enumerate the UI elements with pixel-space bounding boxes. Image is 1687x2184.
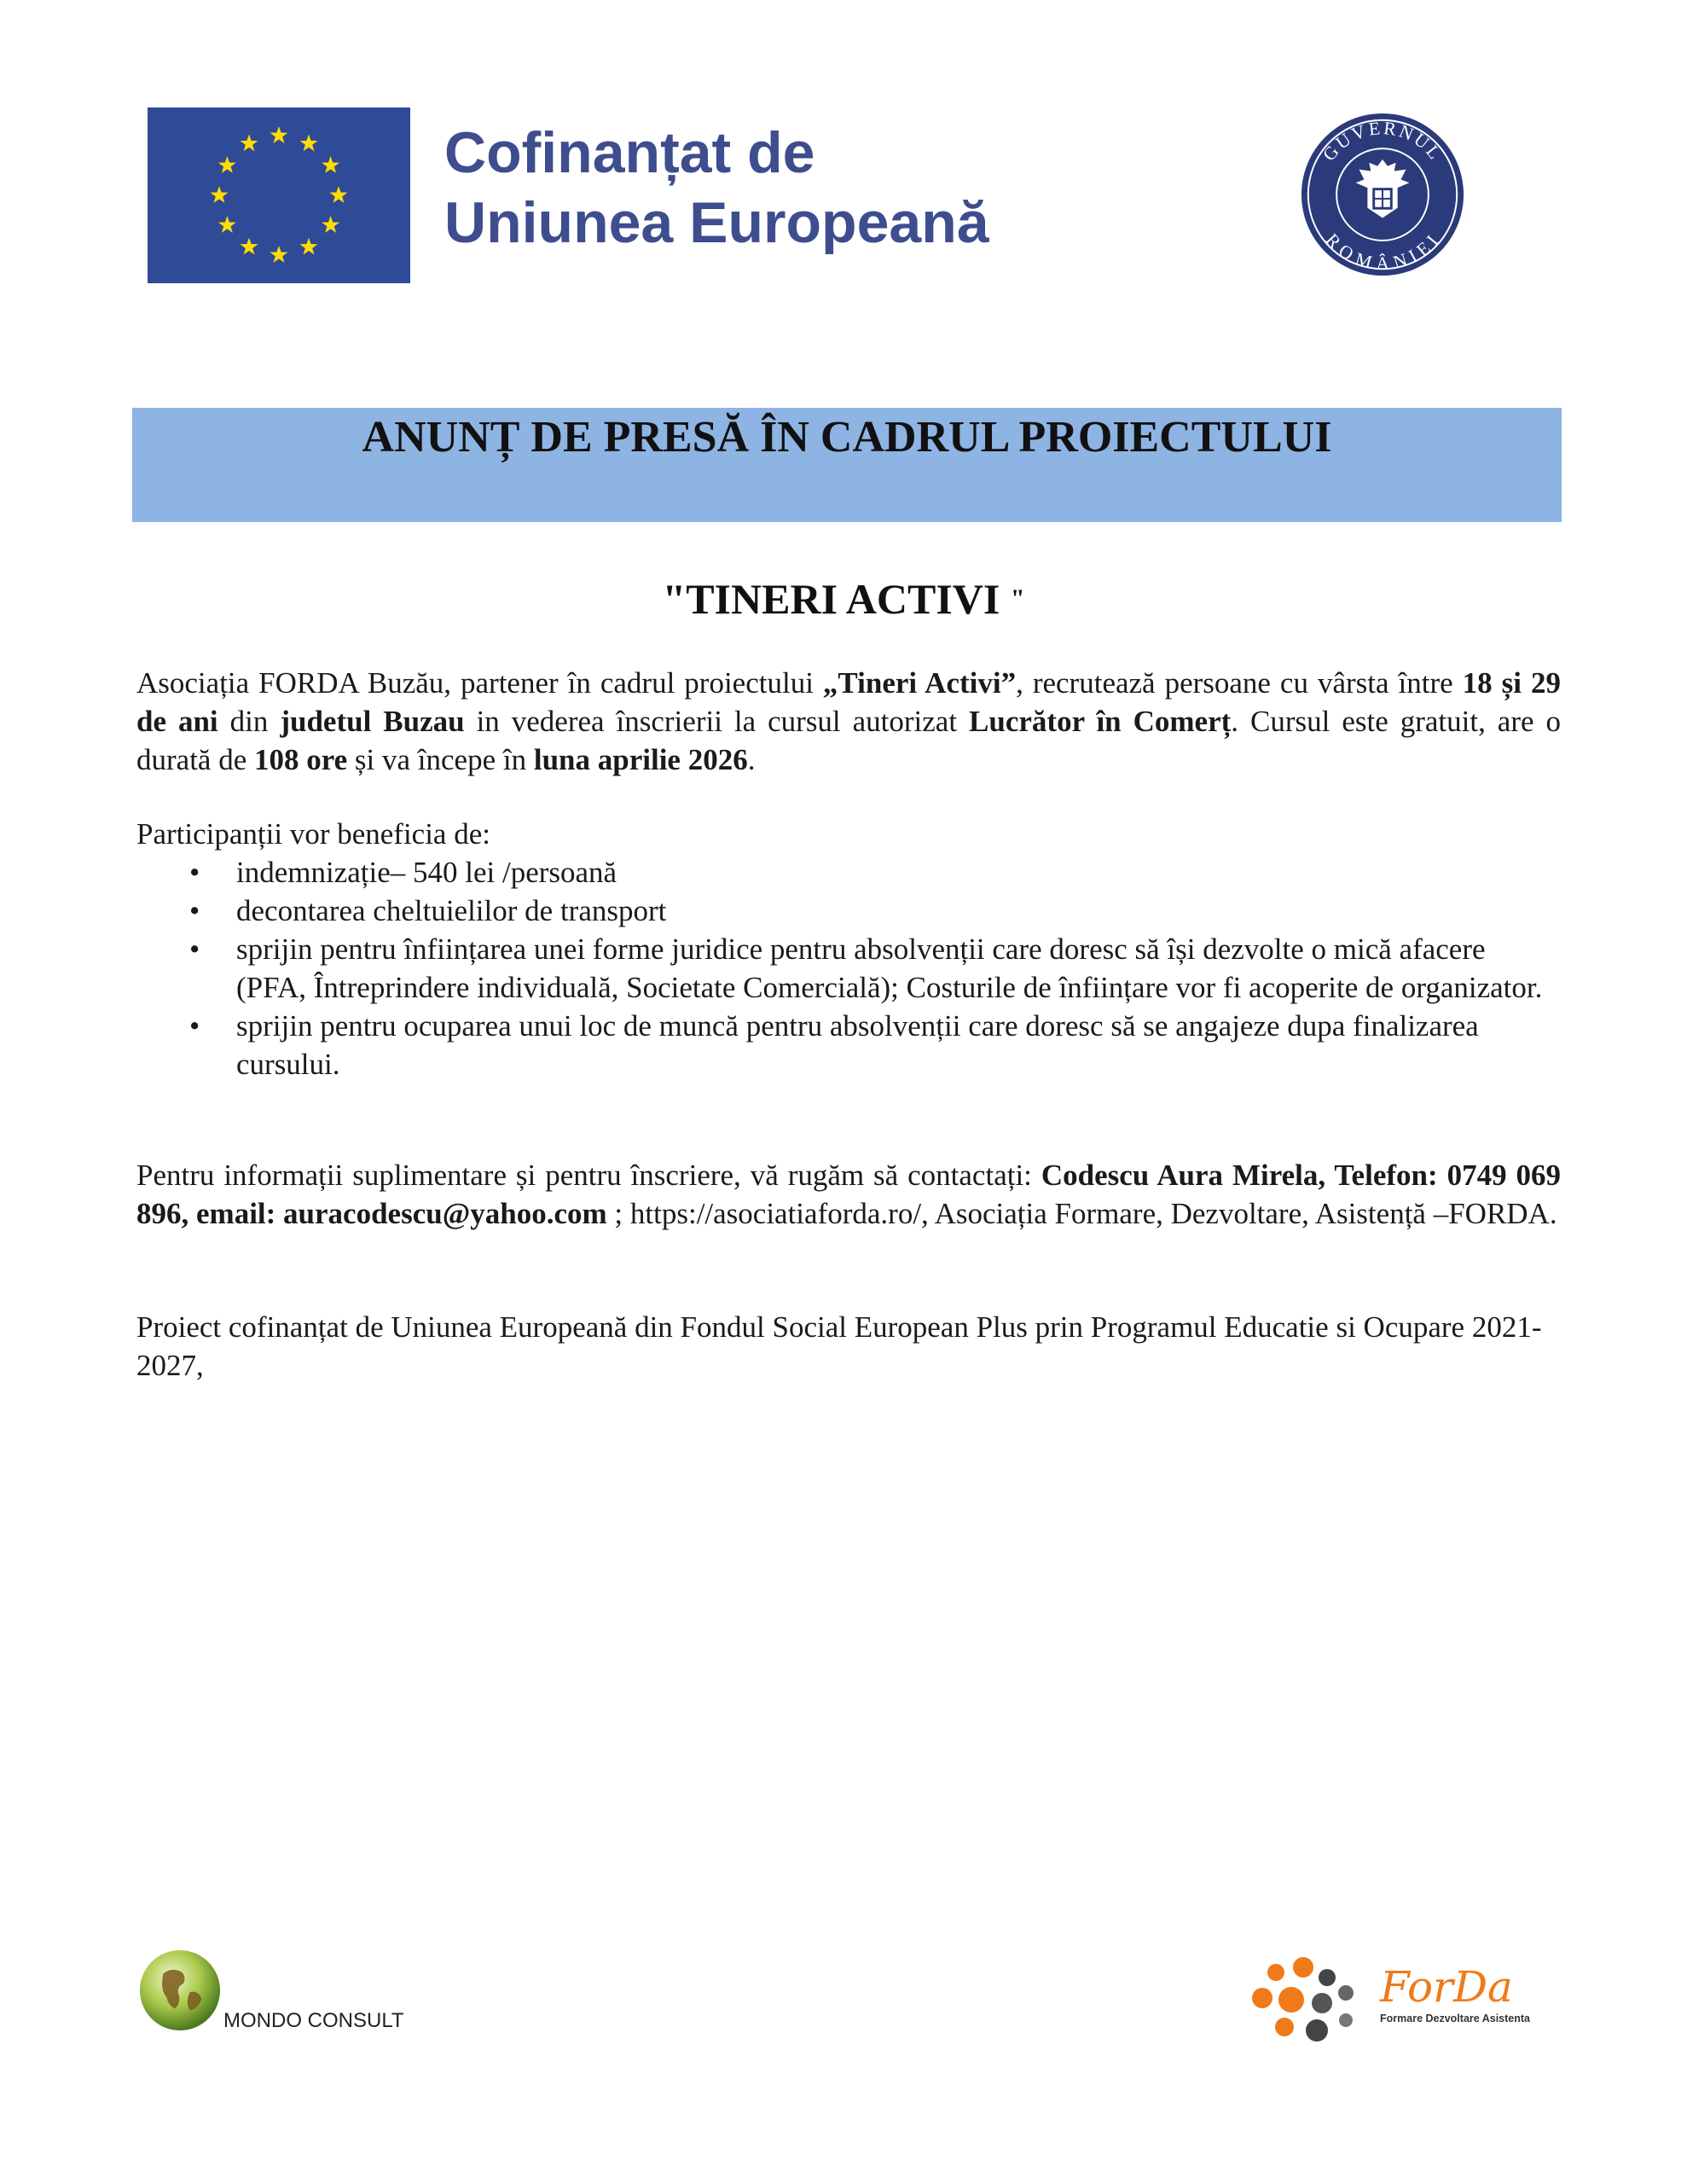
mondo-consult-globe-logo [138,1949,222,2032]
funding-paragraph: Proiect cofinanțat de Uniunea Europeană din Fondul Social European Plus prin Programul Educatie si Ocupare 2021-2027, [136,1310,1542,1382]
benefits-list [136,853,1561,1083]
seal-bottom-text: ROMÂNIEI [1321,229,1444,274]
seal-top-text: GUVERNUL [1319,118,1446,166]
eu-flag-logo [148,107,410,283]
list-item: • decontarea cheltuielilor de transport [189,894,667,927]
eu-cofinanced-text [444,118,989,258]
romanian-government-seal [1299,111,1466,278]
forda-logo [1244,1943,1559,2046]
mondo-consult-label: MONDO CONSULT [223,2009,404,2032]
eu-text-line2: Uniunea Europeană [444,190,989,255]
forda-tagline: Formare Dezvoltare Asistenta [1380,2013,1530,2024]
forda-dots-icon [1252,1957,1354,2042]
list-item: • sprijin pentru ocuparea unui loc de muncă pentru absolvenții care doresc să se angajeze dupa finalizarea cursului. [189,1009,1479,1081]
intro-paragraph: Asociația FORDA Buzău, partener în cadrul proiectului „Tineri Activi”, recrutează persoane cu vârsta între 18 și 29 de ani din judetul Buzau in vederea înscrierii la cursul autorizat Lucrător în Comerț. Cursul este gratuit, are o durată de 108 ore și va începe în luna aprilie 2026. [136,666,1561,776]
benefits-lead: Participanții vor beneficia de: [136,817,490,851]
list-item: • sprijin pentru înființarea unei forme juridice pentru absolvenții care doresc să își dezvolte o mică afacere (PFA, Întreprindere individuală, Societate Comercială); Costurile de înființare vor fi acoperite de organizator. [189,932,1543,1004]
eu-text-line1: Cofinanțat de [444,120,815,185]
contact-paragraph: Pentru informații suplimentare și pentru înscriere, vă rugăm să contactați: Codescu Aura Mirela, Telefon: 0749 069 896, email: auracodescu@yahoo.com ; https://asociatiaforda.ro/, Asociația Formare, Dezvoltare, Asistență –FORDA. [136,1159,1562,1230]
press-release-title: ANUNȚ DE PRESĂ ÎN CADRUL PROIECTULUI [362,413,1332,462]
forda-wordmark: ForDa [1380,1962,1513,2012]
project-name: "TINERI ACTIVI " [662,575,1025,623]
list-item: • indemnizație– 540 lei /persoană [189,856,617,889]
